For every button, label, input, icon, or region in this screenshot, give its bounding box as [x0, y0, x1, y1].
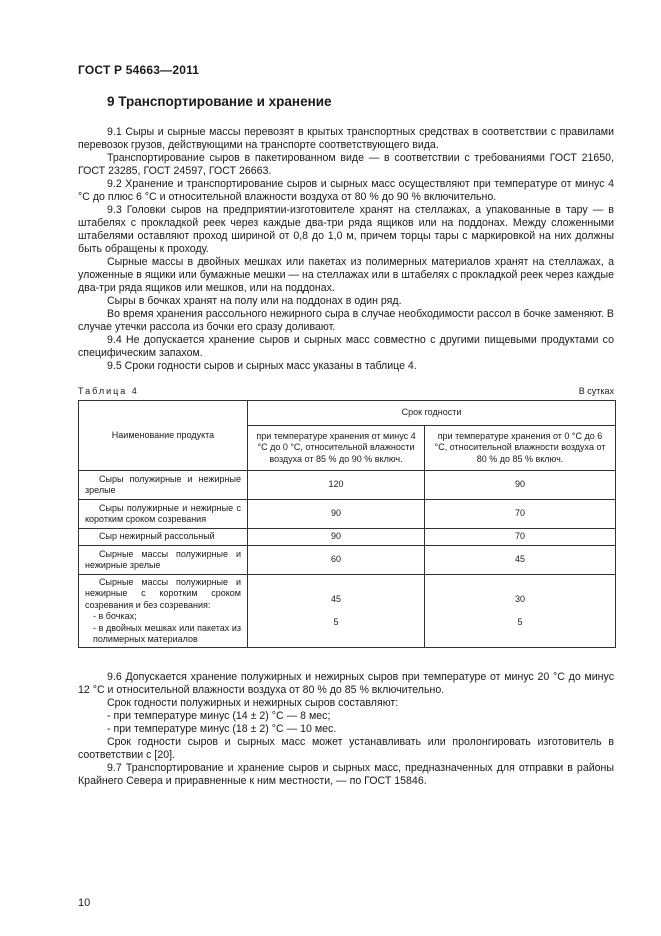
table-header-col-a: при температуре хранения от минус 4 °С до 0 °С, относительной влажности воздуха от 85 % до 90 % включ.	[248, 426, 425, 471]
paragraph-9-2: 9.2 Хранение и транспортирование сыров и сырных масс осуществляют при температуре от минус 4 °С до плюс 6 °С и относительной влажности воздуха от 80 % до 90 % включительно.	[78, 178, 614, 203]
table-caption: Таблица 4	[78, 386, 139, 396]
paragraph-manufacturer: Срок годности сыров и сырных масс может устанавливать или пролонгировать изготовитель в соответствии с [20].	[78, 736, 614, 761]
table-cell-a: 90	[248, 529, 425, 546]
table-cell-a: 60	[248, 546, 425, 575]
paragraph-transport-packaged: Транспортирование сыров в пакетированном виде — в соответствии с требованиями ГОСТ 21650, ГОСТ 23285, ГОСТ 24597, ГОСТ 26663.	[78, 152, 614, 177]
table-row	[79, 500, 616, 529]
table-value-b1: 30	[514, 593, 525, 604]
table-value-b2: 5	[517, 617, 523, 627]
table-cell-b: 70	[425, 500, 616, 529]
paragraph-barrels: Сыры в бочках хранят на полу или на поддонах в один ряд.	[107, 295, 402, 307]
table-value-a1: 45	[330, 593, 341, 604]
shelf-life-table	[78, 400, 616, 648]
table-cell-name	[79, 575, 248, 648]
table-cell-name-main: Сырные массы полужирные и нежирные с коротким сроком созревания и без созревания:	[85, 576, 241, 610]
table-cell-name: Сырные массы полужирные и нежирные зрелые	[79, 546, 248, 575]
paragraph-brine: Во время хранения рассольного нежирного сыра в случае необходимости рассол в бочке заменяют. В случае утечки рассола из бочки его сразу доливают.	[78, 308, 614, 333]
table-row	[79, 529, 616, 546]
table-cell-sub-bags: - в двойных мешках или пакетах из полимерных материалов	[93, 622, 241, 644]
table-cell-a: 90	[248, 500, 425, 529]
table-header-shelf-life: Срок годности	[248, 401, 616, 426]
paragraph-9-7: 9.7 Транспортирование и хранение сыров и сырных масс, предназначенных для отправки в районы Крайнего Севера и приравненные к ним местности, — по ГОСТ 15846.	[78, 762, 614, 787]
section-title: 9 Транспортирование и хранение	[107, 94, 332, 109]
paragraph-shelf-life-intro: Срок годности полужирных и нежирных сыров составляют:	[107, 697, 399, 709]
page-number: 10	[78, 897, 91, 909]
table-cell-sub-barrels: - в бочках;	[93, 611, 137, 621]
paragraph-cheese-masses: Сырные массы в двойных мешках или пакетах из полимерных материалов хранят на стеллажах, а уложенные в ящики или бумажные мешки — на стеллажах или в штабелях с прокладкой реек через каждые два-три ряда ящиков или мешков, или на поддонах.	[78, 256, 614, 294]
table-header-product: Наименование продукта	[79, 401, 248, 471]
paragraph-9-4: 9.4 Не допускается хранение сыров и сырных масс совместно с другими пищевыми продуктами со специфическим запахом.	[78, 334, 614, 359]
paragraph-9-1: 9.1 Сыры и сырные массы перевозят в крытых транспортных средствах в соответствии с правилами перевозок грузов, действующими на транспорте соответствующего вида.	[78, 126, 614, 151]
table-cell-a: 120	[248, 471, 425, 500]
table-cell-name: Сыры полужирные и нежирные зрелые	[79, 471, 248, 500]
table-value-a2: 5	[333, 617, 339, 627]
list-item-minus-14: - при температуре минус (14 ± 2) °С — 8 мес;	[107, 710, 331, 722]
paragraph-9-6: 9.6 Допускается хранение полужирных и нежирных сыров при температуре от минус 20 °С до минус 12 °С и относительной влажности воздуха от 80 % до 85 % включительно.	[78, 671, 614, 696]
paragraph-9-5: 9.5 Сроки годности сыров и сырных масс указаны в таблице 4.	[107, 360, 417, 372]
table-cell-b: 90	[425, 471, 616, 500]
table-cell-b: 70	[425, 529, 616, 546]
table-cell-b	[425, 575, 616, 648]
document-header: ГОСТ Р 54663—2011	[78, 63, 200, 77]
table-row	[79, 575, 616, 648]
list-item-minus-18: - при температуре минус (18 ± 2) °С — 10 мес.	[107, 723, 337, 735]
table-cell-b: 45	[425, 546, 616, 575]
table-cell-name: Сыр нежирный рассольный	[79, 529, 248, 546]
table-row	[79, 546, 616, 575]
table-cell-a	[248, 575, 425, 648]
bottom-text-block	[78, 671, 614, 788]
paragraph-9-3: 9.3 Головки сыров на предприятии-изготовителе хранят на стеллажах, а упакованные в тару — в штабелях с прокладкой реек через каждые два-три ряда ящиков или на поддонах. Между сложенными штабелями оставляют проход шириной от 0,8 до 1,0 м, причем торцы тары с маркировкой на них должны быть обращены к проходу.	[78, 204, 614, 255]
table-row	[79, 471, 616, 500]
top-text-block	[78, 126, 614, 373]
table-cell-name: Сыры полужирные и нежирные с коротким сроком созревания	[79, 500, 248, 529]
table-units: В сутках	[578, 386, 614, 396]
table-header-col-b: при температуре хранения от 0 °С до 6 °С, относительной влажности воздуха от 80 % до 85 % включ.	[425, 426, 616, 471]
